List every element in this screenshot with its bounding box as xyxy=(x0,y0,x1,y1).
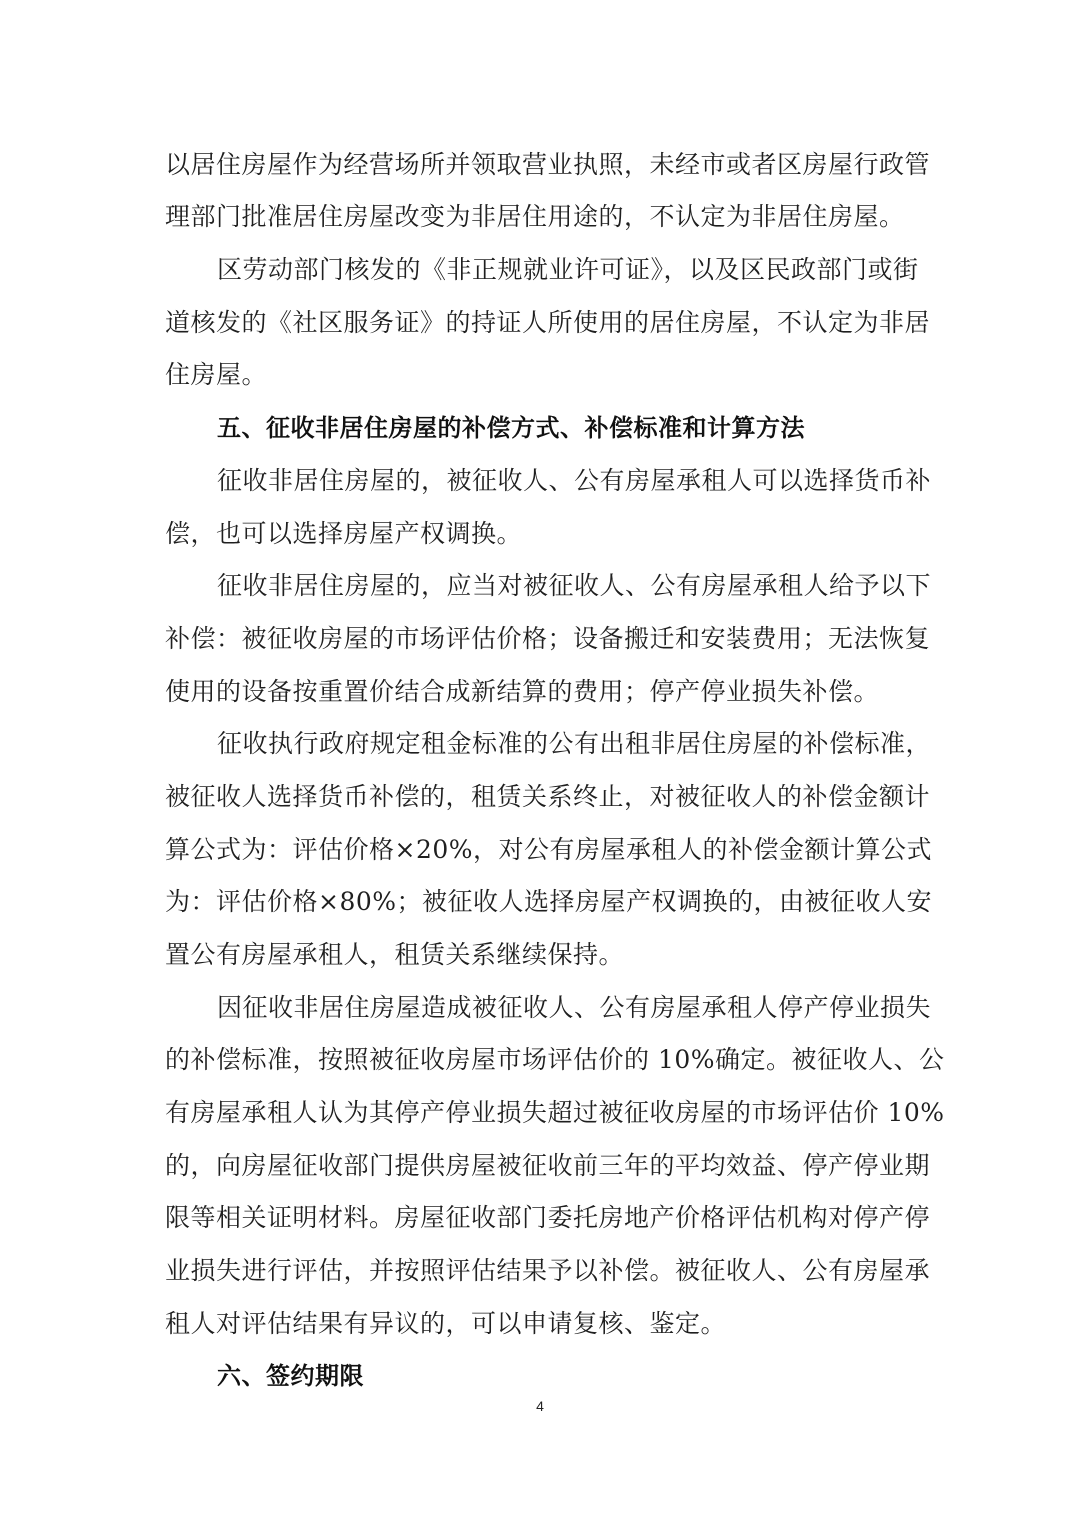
paragraph-line: 被征收人选择货币补偿的，租赁关系终止，对被征收人的补偿金额计 xyxy=(165,782,931,811)
paragraph-line: 为：评估价格×80%；被征收人选择房屋产权调换的，由被征收人安 xyxy=(165,887,933,916)
paragraph-line: 区劳动部门核发的《非正规就业许可证》，以及区民政部门或街 xyxy=(217,255,919,284)
paragraph-line: 理部门批准居住房屋改变为非居住用途的，不认定为非居住房屋。 xyxy=(165,202,905,231)
paragraph-line: 征收非居住房屋的，被征收人、公有房屋承租人可以选择货币补 xyxy=(217,466,932,495)
page-number: 4 xyxy=(536,1398,544,1414)
paragraph-line: 的，向房屋征收部门提供房屋被征收前三年的平均效益、停产停业期 xyxy=(165,1151,931,1180)
section-heading-5: 五、征收非居住房屋的补偿方式、补偿标准和计算方法 xyxy=(217,414,805,442)
paragraph-line: 偿，也可以选择房屋产权调换。 xyxy=(165,519,523,548)
paragraph-line: 有房屋承租人认为其停产停业损失超过被征收房屋的市场评估价 10% xyxy=(165,1098,945,1127)
paragraph-line: 道核发的《社区服务证》的持证人所使用的居住房屋，不认定为非居 xyxy=(165,308,931,337)
paragraph-line: 算公式为：评估价格×20%，对公有房屋承租人的补偿金额计算公式 xyxy=(165,835,933,864)
paragraph-line: 限等相关证明材料。房屋征收部门委托房地产价格评估机构对停产停 xyxy=(165,1203,931,1232)
paragraph-line: 以居住房屋作为经营场所并领取营业执照，未经市或者区房屋行政管 xyxy=(165,150,931,179)
section-heading-6: 六、签约期限 xyxy=(217,1362,364,1390)
paragraph-line: 征收非居住房屋的，应当对被征收人、公有房屋承租人给予以下 xyxy=(217,571,932,600)
paragraph-line: 补偿：被征收房屋的市场评估价格；设备搬迁和安装费用；无法恢复 xyxy=(165,624,931,653)
paragraph-line: 住房屋。 xyxy=(165,360,268,389)
paragraph-line: 置公有房屋承租人，租赁关系继续保持。 xyxy=(165,940,625,969)
paragraph-line: 使用的设备按重置价结合成新结算的费用；停产停业损失补偿。 xyxy=(165,677,880,706)
paragraph-line: 业损失进行评估，并按照评估结果予以补偿。被征收人、公有房屋承 xyxy=(165,1256,931,1285)
paragraph-line: 的补偿标准，按照被征收房屋市场评估价的 10%确定。被征收人、公 xyxy=(165,1045,945,1074)
paragraph-line: 因征收非居住房屋造成被征收人、公有房屋承租人停产停业损失 xyxy=(217,993,932,1022)
paragraph-line: 征收执行政府规定租金标准的公有出租非居住房屋的补偿标准， xyxy=(217,729,932,758)
paragraph-line: 租人对评估结果有异议的，可以申请复核、鉴定。 xyxy=(165,1309,727,1338)
